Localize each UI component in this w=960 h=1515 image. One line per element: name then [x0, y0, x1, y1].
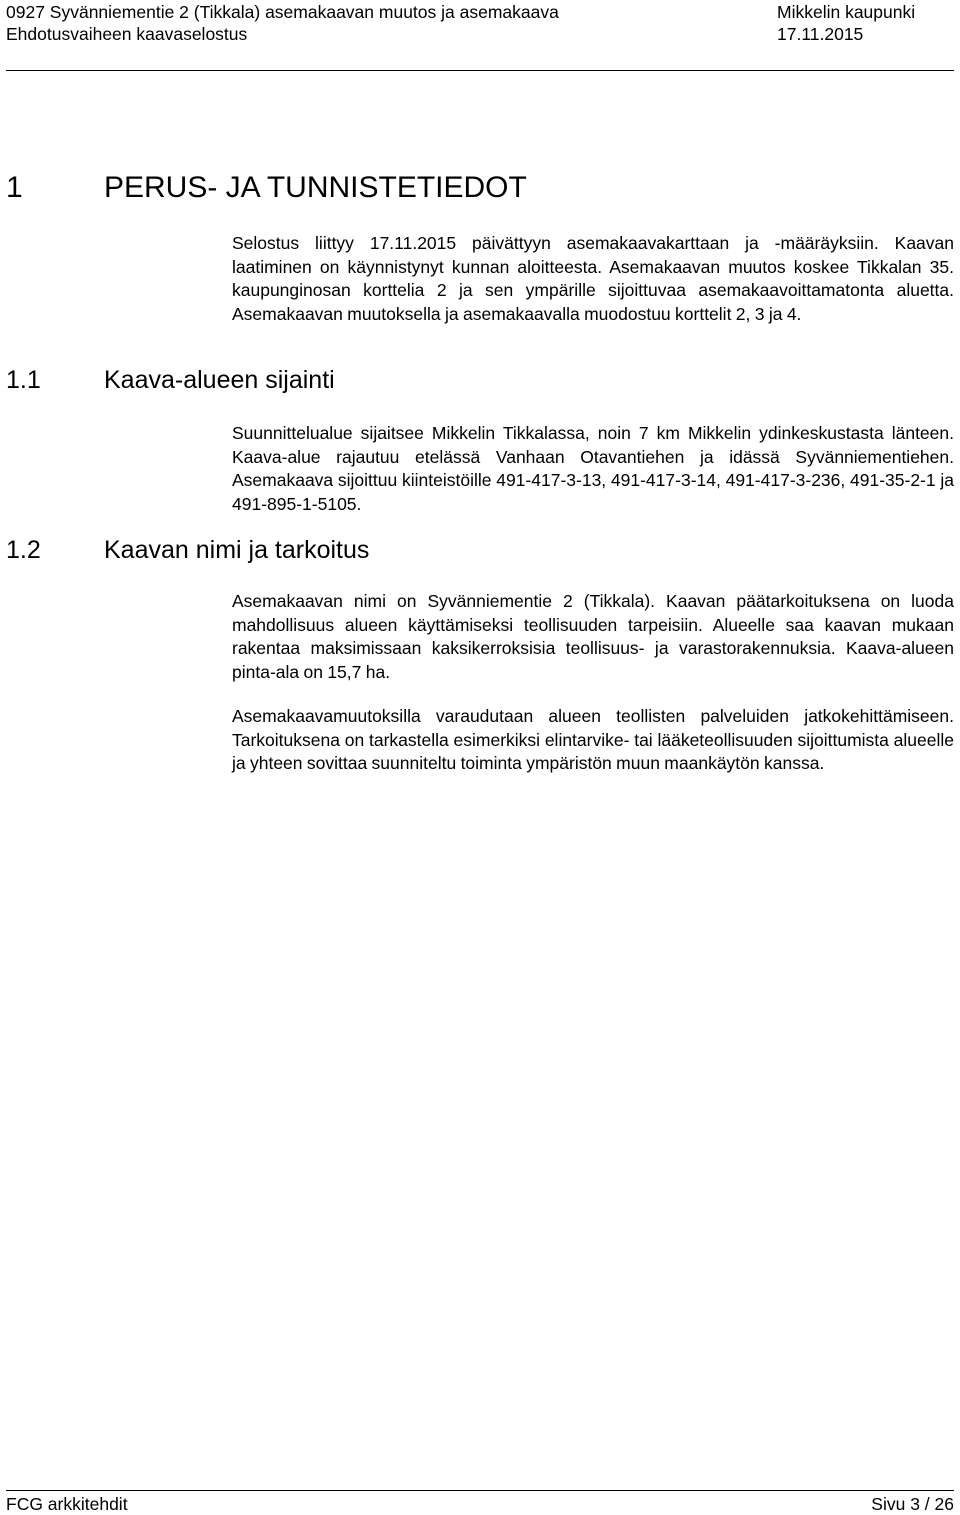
section-title: Kaava-alueen sijainti: [104, 366, 335, 394]
document-date: 17.11.2015: [777, 24, 864, 44]
organization-name: Mikkelin kaupunki: [777, 2, 916, 22]
plan-purpose-paragraph: Asemakaavamuutoksilla varaudutaan alueen teollisten palveluiden jatkokehittämiseen. Tarkoituksena on tarkastella esimerkiksi elintarvike- tai lääketeollisuuden sijoittumista alueelle ja yhteen sovittaa suunniteltu toiminta ympäristön muun maankäytön kanssa.: [232, 706, 954, 773]
section-title: Kaavan nimi ja tarkoitus: [104, 536, 370, 564]
section-number: 1: [6, 171, 23, 204]
section-heading-1-1: [6, 364, 335, 396]
section-number: 1.2: [6, 536, 41, 564]
intro-paragraph: Selostus liittyy 17.11.2015 päivättyyn asemakaavakarttaan ja -määräyksiin. Kaavan laatiminen on käynnistynyt kunnan aloitteesta. Asemakaavan muutos koskee Tikkalan 35. kaupunginosan korttelia 2 ja sen ympärille sijoittuvaa asemakaavoittamatonta aluetta. Asemakaavan muutoksella ja asemakaavalla muodostuu korttelit 2, 3 ja 4.: [232, 233, 954, 324]
page-header: [6, 0, 954, 71]
company-name: FCG arkkitehdit: [6, 1494, 128, 1514]
document-title: 0927 Syvänniementie 2 (Tikkala) asemakaavan muutos ja asemakaava: [6, 2, 559, 22]
location-paragraph: Suunnittelualue sijaitsee Mikkelin Tikkalassa, noin 7 km Mikkelin ydinkeskustasta länteen. Kaava-alue rajautuu etelässä Vanhaan Otavantiehen ja idässä Syvänniementiehen. Asemakaava sijoittuu kiinteistöille 491-417-3-13, 491-417-3-14, 491-417-3-236, 491-35-2-1 ja 491-895-1-5105.: [232, 423, 954, 514]
section-heading-1: [6, 170, 527, 206]
page-number: Sivu 3 / 26: [871, 1494, 954, 1514]
section-heading-1-2: [6, 534, 369, 566]
section-title: PERUS- JA TUNNISTETIEDOT: [104, 171, 527, 204]
plan-name-paragraph: Asemakaavan nimi on Syvänniementie 2 (Tikkala). Kaavan päätarkoituksena on luoda mahdollisuus alueen käyttämiseksi teollisuuden tarpeisiin. Alueelle saa kaavan mukaan rakentaa maksimissaan kaksikerroksisia teollisuus- ja varastorakennuksia. Kaava-alueen pinta-ala on 15,7 ha.: [232, 591, 954, 682]
page-footer: [6, 1490, 954, 1515]
document-subtitle: Ehdotusvaiheen kaavaselostus: [6, 24, 248, 44]
section-number: 1.1: [6, 366, 41, 394]
